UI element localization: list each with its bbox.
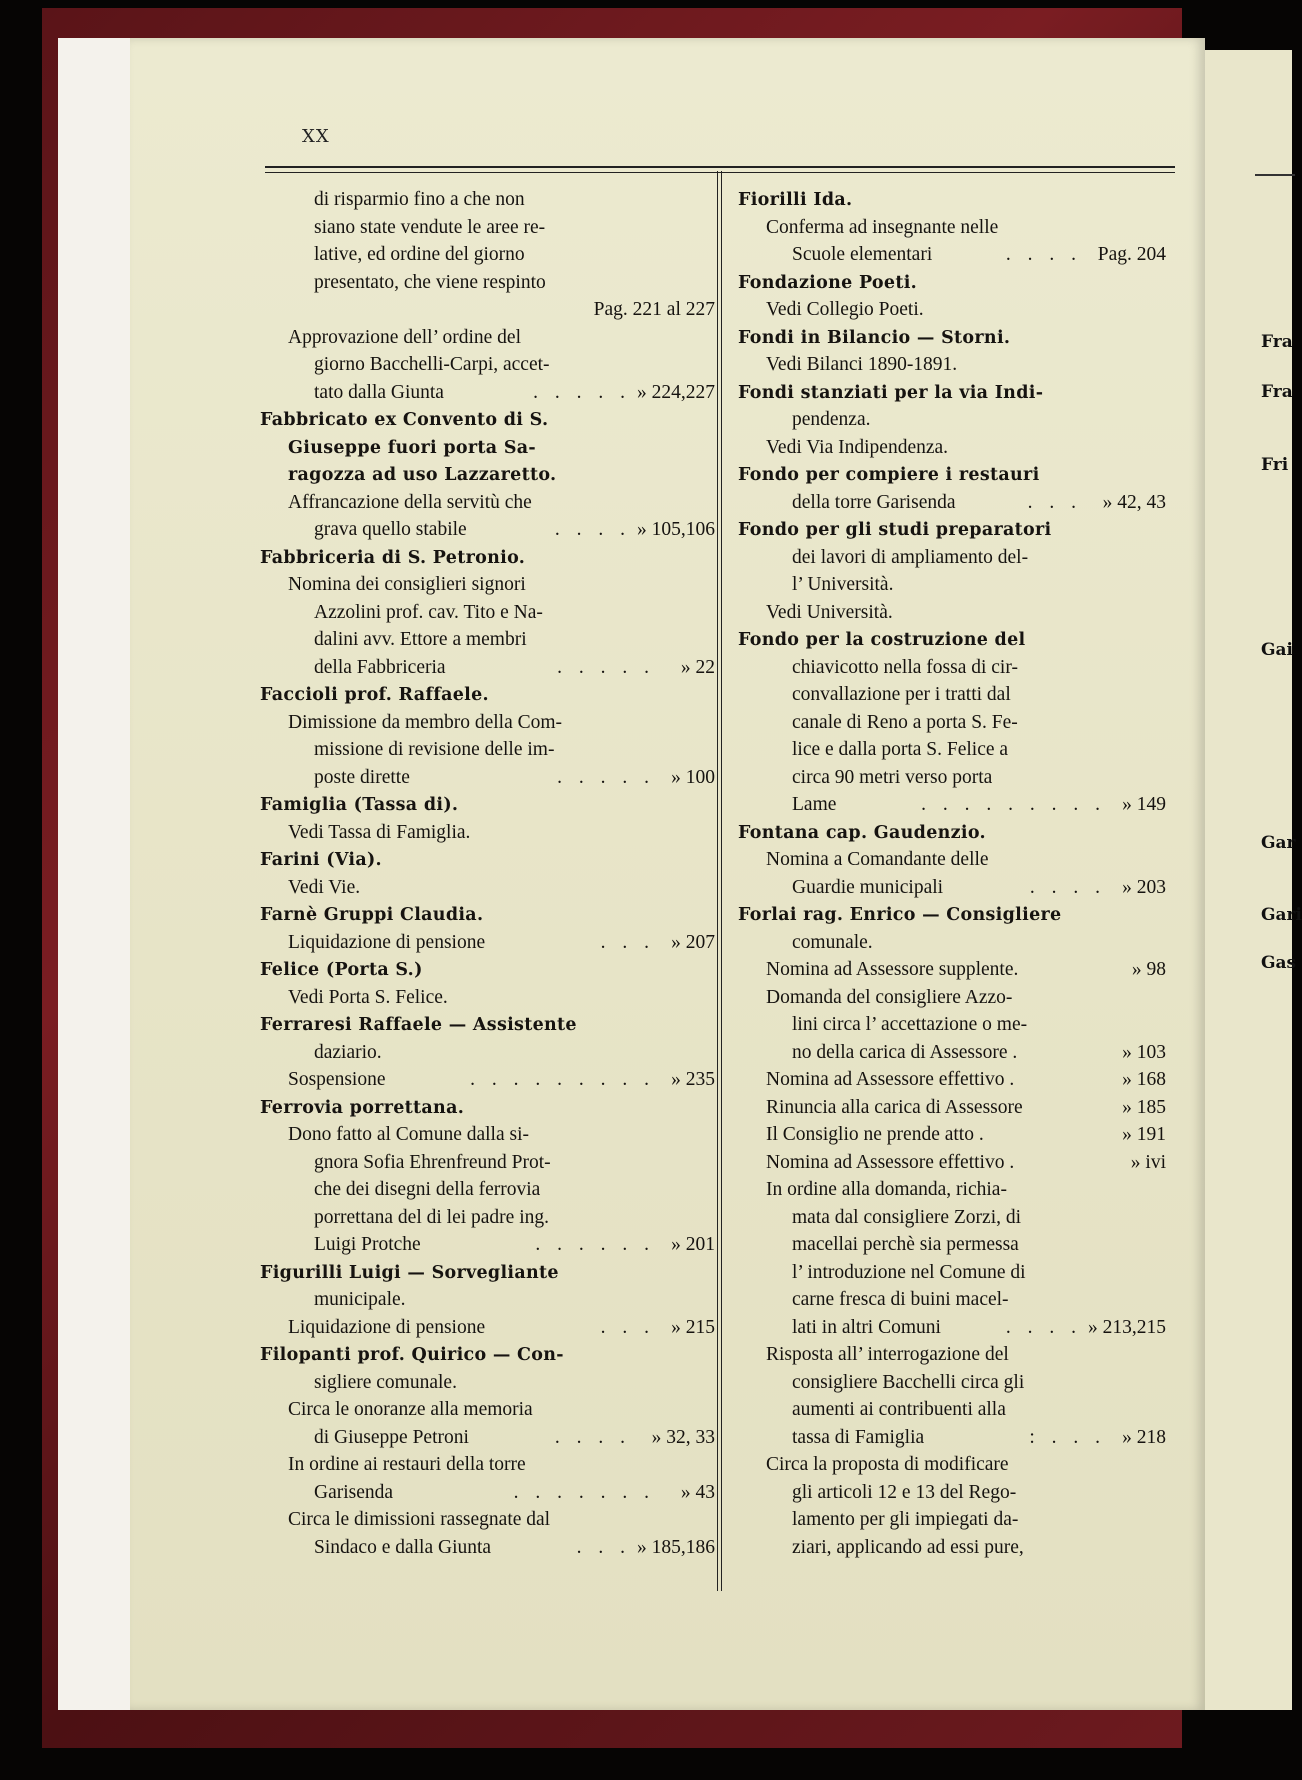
index-continuation-line bbox=[260, 1176, 715, 1204]
facing-page-fragment: Gar bbox=[1261, 833, 1296, 853]
entry-text: ragozza ad uso Lazzaretto. bbox=[288, 465, 557, 485]
leader-dots: . . . bbox=[600, 1316, 655, 1338]
index-continuation-line bbox=[738, 1039, 1166, 1067]
entry-text: Fondo per compiere i restauri bbox=[738, 465, 1040, 485]
facing-page-fragment: Gari bbox=[1261, 905, 1302, 925]
page-reference: » ivi bbox=[1130, 1151, 1166, 1173]
index-continuation-line bbox=[260, 736, 715, 764]
leader-dots: . . . . . bbox=[557, 766, 655, 788]
page-reference: » 100 bbox=[671, 766, 715, 788]
index-subentry-line bbox=[260, 1451, 715, 1479]
index-continuation-line bbox=[260, 379, 715, 407]
entry-text: Circa le dimissioni rassegnate dal bbox=[288, 1509, 551, 1530]
index-subentry-line bbox=[738, 434, 1166, 462]
index-subentry-line bbox=[738, 956, 1166, 984]
entry-text: Lame bbox=[792, 794, 837, 815]
index-entry-heading bbox=[260, 791, 715, 819]
index-subentry-line bbox=[738, 351, 1166, 379]
leader-dots: . . . . bbox=[1005, 1316, 1082, 1338]
entry-text: tato dalla Giunta bbox=[314, 381, 444, 403]
entry-text: convallazione per i tratti dal bbox=[792, 684, 1011, 705]
index-continuation-line bbox=[738, 1479, 1166, 1507]
entry-text: Nomina ad Assessore supplente. bbox=[766, 959, 1019, 980]
entry-text: Conferma ad insegnante nelle bbox=[766, 216, 999, 238]
entry-text: dei lavori di ampliamento del- bbox=[792, 546, 1029, 568]
entry-text: Ferrovia porrettana. bbox=[260, 1097, 465, 1118]
index-subentry-line bbox=[738, 214, 1166, 242]
entry-text: giorno Bacchelli-Carpi, accet- bbox=[314, 354, 550, 375]
index-continuation-line bbox=[260, 599, 715, 627]
index-entry-heading bbox=[260, 956, 715, 984]
leader-dots: . . . bbox=[576, 1536, 631, 1558]
leader-dots: . . . bbox=[600, 931, 655, 953]
index-continuation-line bbox=[738, 571, 1166, 599]
entry-text: grava quello stabile bbox=[314, 519, 467, 540]
index-subentry-line bbox=[260, 819, 715, 847]
entry-text: In ordine alla domanda, richia- bbox=[766, 1179, 1007, 1200]
index-entry-heading bbox=[260, 681, 715, 709]
entry-text: canale di Reno a porta S. Fe- bbox=[792, 711, 1018, 733]
entry-text: lini circa l’ accettazione o me- bbox=[792, 1014, 1028, 1035]
index-subentry-line bbox=[260, 1506, 715, 1534]
page-reference: » 224,227 bbox=[637, 381, 715, 403]
page-reference: » 207 bbox=[671, 931, 715, 953]
entry-text: Approvazione dell’ ordine del bbox=[288, 326, 522, 348]
entry-text: Nomina dei consiglieri signori bbox=[288, 574, 526, 595]
index-entry-heading bbox=[738, 901, 1166, 929]
index-entry-heading bbox=[738, 379, 1166, 407]
index-continuation-line bbox=[738, 654, 1166, 682]
index-entry-heading bbox=[260, 846, 715, 874]
index-continuation-line bbox=[738, 489, 1166, 517]
index-continuation-line bbox=[260, 764, 715, 792]
page-reference: » 203 bbox=[1122, 876, 1166, 898]
index-continuation-line bbox=[738, 544, 1166, 572]
entry-text: In ordine ai restauri della torre bbox=[288, 1454, 526, 1475]
index-continuation-line bbox=[260, 654, 715, 682]
leader-dots: . . . . . . . . . bbox=[921, 794, 1106, 815]
entry-text: Vedi Porta S. Felice. bbox=[288, 986, 448, 1008]
entry-text: aumenti ai contribuenti alla bbox=[792, 1399, 1006, 1420]
leader-dots: . . . . bbox=[554, 519, 631, 540]
entry-text: Fondo per gli studi preparatori bbox=[738, 520, 1052, 540]
page-reference: » 191 bbox=[1122, 1124, 1166, 1145]
index-continuation-line bbox=[738, 1314, 1166, 1342]
page-reference: » 185,186 bbox=[637, 1536, 715, 1558]
index-continuation-line bbox=[260, 516, 715, 544]
index-continuation-line bbox=[738, 681, 1166, 709]
index-subentry-line bbox=[260, 1121, 715, 1149]
page-reference: » 215 bbox=[671, 1316, 715, 1338]
entry-text: Garisenda bbox=[314, 1481, 394, 1503]
entry-text: missione di revisione delle im- bbox=[314, 739, 555, 760]
entry-text: Fabbriceria di S. Petronio. bbox=[260, 547, 526, 568]
entry-text: Pag. 221 al 227 bbox=[593, 299, 715, 320]
entry-text: mata dal consigliere Zorzi, di bbox=[792, 1206, 1022, 1228]
entry-text: lati in altri Comuni bbox=[792, 1316, 941, 1338]
index-continuation-line bbox=[738, 406, 1166, 434]
entry-text: Dono fatto al Comune dalla si- bbox=[288, 1124, 529, 1145]
entry-text: Affrancazione della servitù che bbox=[288, 491, 532, 513]
leader-dots: . . . . . . bbox=[535, 1234, 655, 1255]
page-edge-strip bbox=[58, 38, 130, 1710]
entry-text: che dei disegni della ferrovia bbox=[314, 1179, 541, 1200]
entry-text: Vedi Collegio Poeti. bbox=[766, 299, 924, 320]
entry-text: Filopanti prof. Quirico — Con- bbox=[260, 1345, 564, 1365]
leader-dots: . . . . bbox=[554, 1426, 631, 1448]
entry-text: poste dirette bbox=[314, 766, 410, 788]
entry-text: Guardie municipali bbox=[792, 876, 944, 898]
index-continuation-line bbox=[260, 1479, 715, 1507]
entry-text: circa 90 metri verso porta bbox=[792, 766, 993, 788]
entry-text: porrettana del di lei padre ing. bbox=[314, 1206, 549, 1228]
entry-text: Fondi in Bilancio — Storni. bbox=[738, 327, 1011, 348]
index-continuation-line bbox=[260, 1286, 715, 1314]
entry-text: Ferraresi Raffaele — Assistente bbox=[260, 1015, 577, 1035]
index-continuation-line bbox=[260, 1369, 715, 1397]
index-subentry-line bbox=[738, 296, 1166, 324]
index-continuation-line bbox=[738, 1286, 1166, 1314]
entry-text: Faccioli prof. Raffaele. bbox=[260, 685, 489, 705]
entry-text: Liquidazione di pensione bbox=[288, 931, 486, 953]
entry-text: sigliere comunale. bbox=[314, 1371, 457, 1393]
index-entry-heading bbox=[738, 626, 1166, 654]
page-reference: » 185 bbox=[1122, 1096, 1166, 1118]
index-continuation-line bbox=[738, 736, 1166, 764]
index-continuation-line bbox=[738, 1259, 1166, 1287]
entry-text: gli articoli 12 e 13 del Rego- bbox=[792, 1481, 1017, 1503]
index-continuation-line bbox=[260, 241, 715, 269]
index-entry-heading bbox=[738, 186, 1166, 214]
index-subentry-line bbox=[260, 874, 715, 902]
entry-text: Vedi Vie. bbox=[288, 876, 361, 898]
index-continuation-line bbox=[738, 241, 1166, 269]
entry-text: macellai perchè sia permessa bbox=[792, 1234, 1019, 1255]
index-continuation-line bbox=[260, 351, 715, 379]
index-subentry-line bbox=[738, 846, 1166, 874]
entry-text: Sindaco e dalla Giunta bbox=[314, 1536, 492, 1558]
entry-text: no della carica di Assessore . bbox=[792, 1041, 1018, 1063]
index-subentry-line bbox=[738, 1094, 1166, 1122]
entry-text: lative, ed ordine del giorno bbox=[314, 244, 525, 265]
entry-text: siano state vendute le aree re- bbox=[314, 216, 546, 238]
facing-page-fragment: Gai bbox=[1261, 640, 1293, 660]
index-continuation-line bbox=[260, 1149, 715, 1177]
entry-text: Vedi Via Indipendenza. bbox=[766, 436, 949, 458]
entry-text: dalini avv. Ettore a membri bbox=[314, 629, 527, 650]
index-continuation-line bbox=[260, 1534, 715, 1562]
index-subentry-line bbox=[738, 1176, 1166, 1204]
leader-dots: . . . . . . . . . bbox=[470, 1069, 655, 1090]
index-continuation-line bbox=[738, 929, 1166, 957]
entry-text: Forlai rag. Enrico — Consigliere bbox=[738, 905, 1062, 925]
entry-text: Farnè Gruppi Claudia. bbox=[260, 905, 484, 925]
right-column bbox=[738, 186, 1166, 1561]
entry-text: Fondazione Poeti. bbox=[738, 272, 918, 293]
entry-text: chiavicotto nella fossa di cir- bbox=[792, 656, 1018, 678]
index-continuation-line bbox=[738, 1369, 1166, 1397]
index-continuation-line bbox=[738, 791, 1166, 819]
entry-text: Nomina ad Assessore effettivo . bbox=[766, 1151, 1015, 1173]
index-continuation-line bbox=[738, 709, 1166, 737]
entry-text: Fondi stanziati per la via Indi- bbox=[738, 382, 1044, 403]
index-entry-heading bbox=[260, 1341, 715, 1369]
page-reference: » 201 bbox=[671, 1234, 715, 1255]
index-continuation-line bbox=[738, 1424, 1166, 1452]
index-continuation-line bbox=[738, 1231, 1166, 1259]
entry-text: comunale. bbox=[792, 931, 873, 953]
entry-text: lice e dalla porta S. Felice a bbox=[792, 739, 1009, 760]
leader-dots: . . . bbox=[1027, 491, 1082, 513]
index-entry-heading bbox=[260, 1259, 715, 1287]
entry-text: di Giuseppe Petroni bbox=[314, 1426, 469, 1448]
index-continuation-line bbox=[260, 626, 715, 654]
entry-text: municipale. bbox=[314, 1289, 406, 1310]
index-entry-heading bbox=[260, 1011, 715, 1039]
facing-page-fragment: Fra bbox=[1261, 332, 1293, 352]
entry-text: Circa le onoranze alla memoria bbox=[288, 1399, 533, 1420]
facing-page-rule bbox=[1255, 174, 1295, 176]
entry-text: Nomina a Comandante delle bbox=[766, 849, 989, 870]
entry-text: Fondo per la costruzione del bbox=[738, 630, 1026, 650]
index-continuation-line bbox=[260, 214, 715, 242]
page-reference: » 32, 33 bbox=[651, 1426, 715, 1448]
entry-text: tassa di Famiglia bbox=[792, 1426, 925, 1448]
index-entry-heading bbox=[738, 516, 1166, 544]
index-entry-heading bbox=[738, 819, 1166, 847]
leader-dots: . . . . . bbox=[557, 656, 655, 678]
index-subentry-line bbox=[260, 929, 715, 957]
index-subentry-line bbox=[260, 571, 715, 599]
index-entry-heading bbox=[260, 1094, 715, 1122]
index-subentry-line bbox=[738, 1451, 1166, 1479]
entry-text: Dimissione da membro della Com- bbox=[288, 711, 563, 733]
index-subentry-line bbox=[738, 1121, 1166, 1149]
index-continuation-line bbox=[260, 1424, 715, 1452]
page-reference: » 22 bbox=[680, 656, 715, 678]
index-entry-heading bbox=[260, 434, 715, 462]
entry-text: pendenza. bbox=[792, 409, 871, 430]
page-reference: Pag. 204 bbox=[1097, 244, 1166, 265]
index-continuation-line bbox=[738, 874, 1166, 902]
page-reference: » 42, 43 bbox=[1102, 491, 1166, 513]
entry-text: Fontana cap. Gaudenzio. bbox=[738, 822, 986, 843]
facing-page-fragment: Gas bbox=[1261, 953, 1297, 973]
entry-text: Scuole elementari bbox=[792, 244, 933, 265]
index-subentry-line bbox=[260, 709, 715, 737]
page-reference: » 149 bbox=[1122, 794, 1166, 815]
index-subentry-line bbox=[260, 1396, 715, 1424]
index-continuation-line bbox=[738, 1204, 1166, 1232]
entry-text: ziari, applicando ad essi pure, bbox=[792, 1536, 1024, 1558]
entry-text: presentato, che viene respinto bbox=[314, 271, 546, 293]
entry-text: l’ introduzione nel Comune di bbox=[792, 1261, 1026, 1283]
index-entry-heading bbox=[260, 406, 715, 434]
entry-text: l’ Università. bbox=[792, 574, 894, 595]
leader-dots: . . . . . bbox=[533, 381, 631, 403]
index-entry-heading bbox=[738, 461, 1166, 489]
page-reference: » 235 bbox=[671, 1069, 715, 1090]
index-continuation-line bbox=[260, 1039, 715, 1067]
column-divider bbox=[717, 171, 722, 1591]
entry-text: Fiorilli Ida. bbox=[738, 190, 853, 210]
page-reference: » 168 bbox=[1122, 1069, 1166, 1090]
entry-text: Vedi Tassa di Famiglia. bbox=[288, 821, 471, 843]
entry-text: Liquidazione di pensione bbox=[288, 1316, 486, 1338]
entry-text: daziario. bbox=[314, 1041, 382, 1063]
index-continuation-line bbox=[738, 1011, 1166, 1039]
entry-text: Vedi Università. bbox=[766, 601, 893, 623]
index-subentry-line bbox=[260, 324, 715, 352]
page-reference-line bbox=[260, 296, 715, 324]
entry-text: Domanda del consigliere Azzo- bbox=[766, 986, 1013, 1008]
page-reference: » 98 bbox=[1131, 959, 1166, 980]
entry-text: Farini (Via). bbox=[260, 850, 382, 870]
index-subentry-line bbox=[260, 1314, 715, 1342]
leader-dots: . . . . bbox=[1005, 244, 1082, 265]
index-entry-heading bbox=[738, 269, 1166, 297]
index-page bbox=[130, 38, 1205, 1710]
index-continuation-line bbox=[738, 1506, 1166, 1534]
leader-dots: : . . . bbox=[1029, 1426, 1106, 1448]
left-column bbox=[260, 186, 715, 1561]
index-entry-heading bbox=[260, 461, 715, 489]
page-reference: » 103 bbox=[1122, 1041, 1166, 1063]
index-entry-heading bbox=[260, 901, 715, 929]
index-subentry-line bbox=[738, 1066, 1166, 1094]
page-reference: » 105,106 bbox=[637, 519, 715, 540]
index-continuation-line bbox=[260, 269, 715, 297]
entry-text: Rinuncia alla carica di Assessore bbox=[766, 1096, 1023, 1118]
entry-text: Felice (Porta S.) bbox=[260, 960, 423, 980]
index-continuation-line bbox=[260, 186, 715, 214]
index-subentry-line bbox=[738, 1341, 1166, 1369]
entry-text: Famiglia (Tassa di). bbox=[260, 795, 459, 815]
entry-text: Vedi Bilanci 1890-1891. bbox=[766, 354, 958, 375]
index-entry-heading bbox=[738, 324, 1166, 352]
index-subentry-line bbox=[738, 599, 1166, 627]
page-reference: » 213,215 bbox=[1088, 1316, 1166, 1338]
index-continuation-line bbox=[738, 1534, 1166, 1562]
index-subentry-line bbox=[260, 984, 715, 1012]
facing-page-edge bbox=[1205, 50, 1302, 1710]
entry-text: Giuseppe fuori porta Sa- bbox=[288, 437, 536, 458]
entry-text: Circa la proposta di modificare bbox=[766, 1454, 1009, 1475]
index-subentry-line bbox=[738, 984, 1166, 1012]
leader-dots: . . . . bbox=[1029, 876, 1106, 898]
index-entry-heading bbox=[260, 544, 715, 572]
index-continuation-line bbox=[738, 764, 1166, 792]
entry-text: della Fabbriceria bbox=[314, 656, 446, 678]
page-number: XX bbox=[302, 126, 330, 147]
entry-text: della torre Garisenda bbox=[792, 491, 956, 513]
entry-text: gnora Sofia Ehrenfreund Prot- bbox=[314, 1151, 551, 1173]
index-continuation-line bbox=[738, 1396, 1166, 1424]
page-reference: » 218 bbox=[1122, 1426, 1166, 1448]
index-subentry-line bbox=[260, 1066, 715, 1094]
index-continuation-line bbox=[260, 1204, 715, 1232]
facing-page-fragment: Fri bbox=[1261, 455, 1289, 475]
index-subentry-line bbox=[260, 489, 715, 517]
entry-text: carne fresca di buini macel- bbox=[792, 1289, 1009, 1310]
index-continuation-line bbox=[260, 1231, 715, 1259]
entry-text: Il Consiglio ne prende atto . bbox=[766, 1124, 984, 1145]
entry-text: Luigi Protche bbox=[314, 1234, 421, 1255]
entry-text: Nomina ad Assessore effettivo . bbox=[766, 1069, 1015, 1090]
index-subentry-line bbox=[738, 1149, 1166, 1177]
entry-text: Fabbricato ex Convento di S. bbox=[260, 410, 549, 430]
entry-text: Risposta all’ interrogazione del bbox=[766, 1344, 1009, 1365]
facing-page-fragment: Fra bbox=[1261, 382, 1293, 402]
entry-text: di risparmio fino a che non bbox=[314, 189, 525, 210]
page-reference: » 43 bbox=[680, 1481, 715, 1503]
entry-text: Azzolini prof. cav. Tito e Na- bbox=[314, 601, 543, 623]
leader-dots: . . . . . . . bbox=[513, 1481, 655, 1503]
entry-text: consigliere Bacchelli circa gli bbox=[792, 1371, 1025, 1393]
entry-text: Figurilli Luigi — Sorvegliante bbox=[260, 1262, 559, 1283]
entry-text: lamento per gli impiegati da- bbox=[792, 1509, 1019, 1530]
entry-text: Sospensione bbox=[288, 1069, 386, 1090]
